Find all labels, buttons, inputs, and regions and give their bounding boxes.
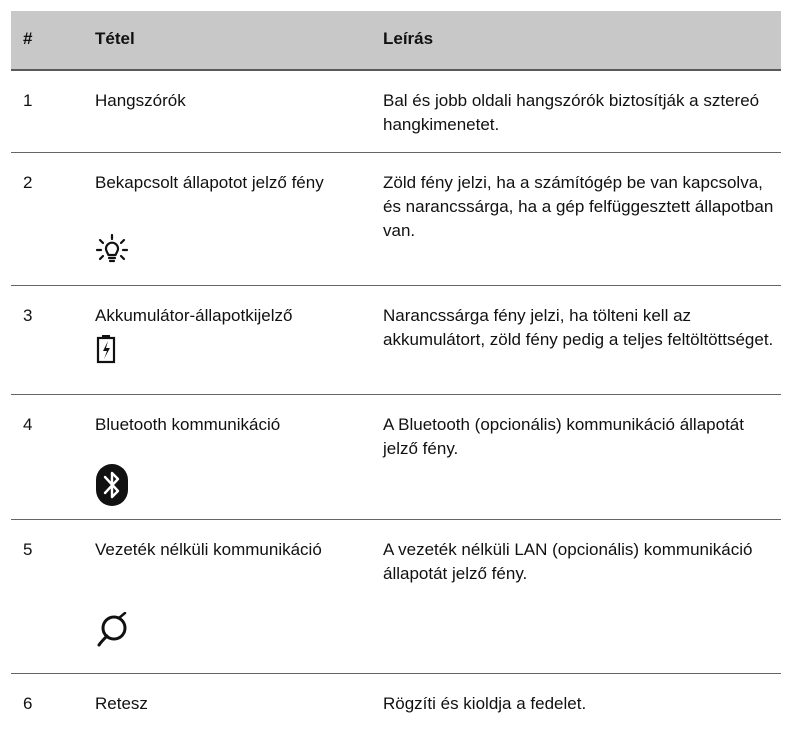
row-number: 1 <box>23 91 33 110</box>
row-description: Narancssárga fény jelzi, ha tölteni kell az akkumulátort, zöld fény pedig a teljes feltöltöttséget. <box>383 306 774 349</box>
row-description: Rögzíti és kioldja a fedelet. <box>383 694 587 713</box>
row-description: A vezeték nélküli LAN (opcionális) kommunikáció állapotát jelző fény. <box>383 540 753 583</box>
table-row <box>11 153 781 286</box>
row-description: Bal és jobb oldali hangszórók biztosítják a sztereó hangkimenetet. <box>383 91 760 134</box>
table-row <box>11 674 781 734</box>
header-number: # <box>23 29 33 48</box>
table-row <box>11 395 781 520</box>
table-row <box>11 71 781 153</box>
header-item: Tétel <box>95 29 135 48</box>
power-light-icon <box>95 233 129 274</box>
table-row <box>11 520 781 674</box>
row-description: Zöld fény jelzi, ha a számítógép be van kapcsolva, és narancssárga, ha a gép felfüggesztett állapotban van. <box>383 173 774 240</box>
row-item: Bekapcsolt állapotot jelző fény <box>95 173 324 192</box>
wireless-icon <box>95 612 131 655</box>
table-row <box>11 286 781 395</box>
row-number: 4 <box>23 415 33 434</box>
battery-charging-icon <box>95 334 117 371</box>
table-header <box>11 11 781 71</box>
row-item: Vezeték nélküli kommunikáció <box>95 540 322 559</box>
row-number: 3 <box>23 306 33 325</box>
row-number: 2 <box>23 173 33 192</box>
row-number: 6 <box>23 694 33 713</box>
row-item: Hangszórók <box>95 91 186 110</box>
component-table <box>11 11 781 734</box>
row-item: Retesz <box>95 694 148 713</box>
row-number: 5 <box>23 540 33 559</box>
bluetooth-icon <box>95 463 129 514</box>
row-description: A Bluetooth (opcionális) kommunikáció állapotát jelző fény. <box>383 415 744 458</box>
header-description: Leírás <box>383 29 434 48</box>
row-item: Akkumulátor-állapotkijelző <box>95 306 293 325</box>
row-item: Bluetooth kommunikáció <box>95 415 281 434</box>
